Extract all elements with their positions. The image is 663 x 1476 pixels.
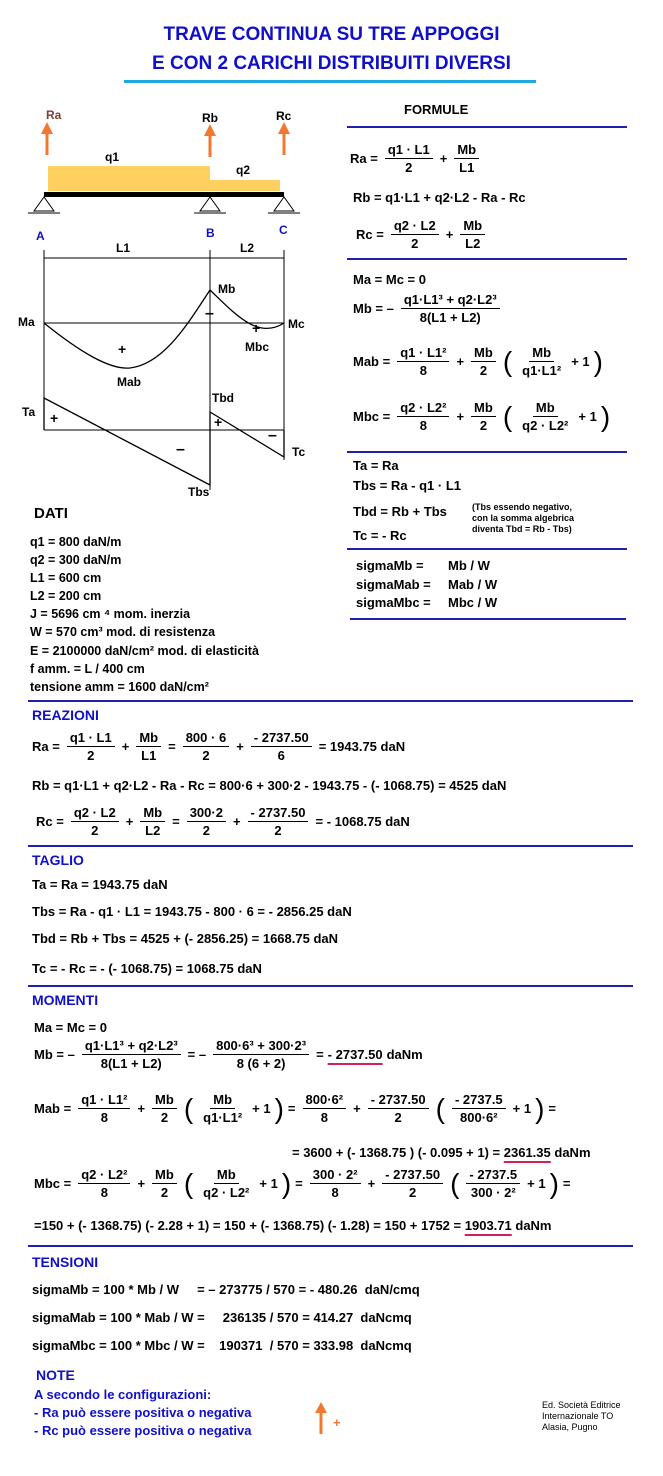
note-heading: NOTE xyxy=(36,1367,75,1383)
note-item: - Ra può essere positiva o negativa xyxy=(34,1405,252,1420)
reaction-arrows xyxy=(41,122,290,157)
divider xyxy=(350,618,626,620)
publisher-line: Alasia, Pugno xyxy=(542,1422,598,1432)
momenti-mbc-result: =150 + (- 1368.75) (- 2.28 + 1) = 150 + (- 1368.75) (- 1.28) = 150 + 1752 = 1903.71 daNm xyxy=(34,1218,552,1233)
formula-ra: Ra = $\frac{q1 \cdot L1}{2}$ + $\frac{Mb}{L1}$ xyxy=(350,142,482,175)
tc-label: Tc xyxy=(292,445,306,459)
formula-mamc: Ma = Mc = 0 xyxy=(353,272,426,287)
note-plus-sign: + xyxy=(333,1415,341,1430)
note-item: A secondo le configurazioni: xyxy=(34,1387,212,1402)
formula-mab: Mab = $\frac{\text{q1 · L1²}}{8}$ + $\frac{Mb}{2}$ ( $\frac{Mb}{\text{q1·L1²}}$ + 1 ) xyxy=(353,345,603,378)
reazioni-heading: REAZIONI xyxy=(32,707,99,723)
sigma-mab-lhs: sigmaMab = xyxy=(356,577,431,592)
tensioni-heading: TENSIONI xyxy=(32,1254,99,1270)
formula-tc: Tc = - Rc xyxy=(353,528,407,543)
momenti-mab: Mab = $\frac{\text{q1 · L1²}}{8}$ + $\frac{Mb}{2}$ ( $\frac{Mb}{\text{q1·L1²}}$ + 1 ) = $\frac{\text{800·6²}}{8}$ + $\frac{- 2737.50}{2}$ ( $\frac{- 2737.5}{\text{800·6²}}$ + 1 ) = xyxy=(34,1092,557,1125)
reazioni-ra: Ra = $\frac{q1 \cdot L1}{2}$ + $\frac{Mb}{L1}$ = $\frac{800 \cdot 6}{2}$ + $\frac{- 2737.50}{6}$ = 1943.75 daN xyxy=(32,730,406,763)
rb-label: Rb xyxy=(202,111,218,125)
sigma-mbc-rhs: Mbc / W xyxy=(448,595,498,610)
dati-item: W = 570 cm³ mod. di resistenza xyxy=(30,625,216,640)
supports xyxy=(28,197,300,213)
sigma-mb-rhs: Mb / W xyxy=(448,558,490,573)
publisher-credit xyxy=(542,1400,621,1433)
formula-mb: Mb = – $\frac{\text{q1·L1³ + q2·L2³}}{8(L1 + L2)}$ xyxy=(353,292,503,325)
divider xyxy=(28,985,633,987)
dati-item: f amm. = L / 400 cm xyxy=(30,661,145,676)
dati-item: tensione amm = 1600 daN/cm² xyxy=(30,679,209,694)
reazioni-rb: Rb = q1·L1 + q2·L2 - Ra - Rc = 800·6 + 300·2 - 1943.75 - (- 1068.75) = 4525 daN xyxy=(32,778,507,793)
shear-minus-1: – xyxy=(176,441,185,458)
support-c-label: C xyxy=(279,223,288,237)
divider xyxy=(347,258,627,260)
dati-item: L2 = 200 cm xyxy=(30,589,102,604)
taglio-line: Tbs = Ra - q1 · L1 = 1943.75 - 800 · 6 = - 2856.25 daN xyxy=(32,904,352,919)
moment-minus: – xyxy=(205,305,214,322)
dati-item: q1 = 800 daN/m xyxy=(30,535,122,549)
sigma-mb-lhs: sigmaMb = xyxy=(356,558,424,573)
tbd-label: Tbd xyxy=(212,391,234,405)
ra-label: Ra xyxy=(46,108,62,122)
dati-item: L1 = 600 cm xyxy=(30,571,102,586)
formula-tbd: Tbd = Rb + Tbs xyxy=(353,504,447,519)
q2-label: q2 xyxy=(236,163,251,177)
moment-plus-2: + xyxy=(252,320,261,336)
beam-diagram xyxy=(0,100,330,500)
shear-minus-2: – xyxy=(268,427,277,444)
dati-item: q2 = 300 daN/m xyxy=(30,553,122,568)
taglio-line: Ta = Ra = 1943.75 daN xyxy=(32,877,168,892)
shear-line xyxy=(44,398,284,485)
support-b-label: B xyxy=(206,226,215,240)
divider xyxy=(347,548,627,550)
ta-label: Ta xyxy=(22,405,36,419)
dati-heading: DATI xyxy=(34,505,68,522)
l1-label: L1 xyxy=(116,241,131,255)
title-line-1: TRAVE CONTINUA SU TRE APPOGGI xyxy=(163,24,500,45)
formula-rb: Rb = q1·L1 + q2·L2 - Ra - Rc xyxy=(353,190,526,205)
moment-plus-1: + xyxy=(118,341,127,357)
shear-plus-2: + xyxy=(214,414,223,430)
formule-heading: FORMULE xyxy=(404,102,469,117)
rc-label: Rc xyxy=(276,109,292,123)
formula-tbd-note: (Tbs essendo negativo, con la somma algebrica diventa Tbd = Rb - Tbs) xyxy=(472,502,575,534)
ma-label: Ma xyxy=(18,315,35,329)
formula-tbs: Tbs = Ra - q1 · L1 xyxy=(353,478,461,493)
tensioni-line: sigmaMbc = 100 * Mbc / W = 190371 / 570 = 333.98 daNcmq xyxy=(32,1338,412,1353)
publisher-line: Ed. Società Editrice xyxy=(542,1400,621,1410)
tensioni-line: sigmaMab = 100 * Mab / W = 236135 / 570 = 414.27 daNcmq xyxy=(32,1310,412,1325)
dati-item: J = 5696 cm ⁴ mom. inerzia xyxy=(30,607,191,622)
publisher-line: Internazionale TO xyxy=(542,1411,614,1421)
note-list xyxy=(34,1386,251,1440)
moment-curve xyxy=(44,290,284,368)
sigma-mab-rhs: Mab / W xyxy=(448,577,498,592)
load-q2 xyxy=(210,180,280,191)
q1-label: q1 xyxy=(105,150,120,164)
load-q1 xyxy=(48,166,210,191)
momenti-mamc: Ma = Mc = 0 xyxy=(34,1020,107,1035)
formula-mbc: Mbc = $\frac{\text{q2 · L2²}}{8}$ + $\frac{Mb}{2}$ ( $\frac{Mb}{\text{q2 · L2²}}$ + 1 ) xyxy=(353,400,611,433)
mab-label: Mab xyxy=(117,375,141,389)
mb-label: Mb xyxy=(218,282,236,296)
taglio-line: Tc = - Rc = - (- 1068.75) = 1068.75 daN xyxy=(32,961,262,976)
tbs-label: Tbs xyxy=(188,485,210,499)
taglio-line: Tbd = Rb + Tbs = 4525 + (- 2856.25) = 1668.75 daN xyxy=(32,931,339,946)
dati-item: E = 2100000 daN/cm² mod. di elasticità xyxy=(30,643,259,658)
divider xyxy=(28,700,633,702)
momenti-mbc: Mbc = $\frac{\text{q2 · L2²}}{8}$ + $\frac{Mb}{2}$ ( $\frac{Mb}{\text{q2 · L2²}}$ + 1 ) = $\frac{\text{300 · 2²}}{8}$ + $\frac{- 2737.50}{2}$ ( $\frac{- 2737.5}{\text{300 · 2²}}$ + 1 ) = xyxy=(34,1167,571,1200)
divider xyxy=(28,1245,633,1247)
momenti-heading: MOMENTI xyxy=(32,992,99,1008)
support-a-label: A xyxy=(36,229,45,243)
formula-rc: Rc = $\frac{q2 \cdot L2}{2}$ + $\frac{Mb}{L2}$ xyxy=(356,218,488,251)
l2-label: L2 xyxy=(240,241,255,255)
sigma-mbc-lhs: sigmaMbc = xyxy=(356,595,431,610)
divider xyxy=(347,451,627,453)
tensioni-line: sigmaMb = 100 * Mb / W = – 273775 / 570 = - 480.26 daN/cmq xyxy=(32,1282,420,1297)
divider xyxy=(347,126,627,128)
beam xyxy=(44,192,284,197)
taglio-heading: TAGLIO xyxy=(32,852,84,868)
title-underline xyxy=(124,80,536,83)
divider xyxy=(28,845,633,847)
note-item: - Rc può essere positiva o negativa xyxy=(34,1423,252,1438)
dati-list xyxy=(30,533,259,696)
title-line-2: E CON 2 CARICHI DISTRIBUITI DIVERSI xyxy=(152,53,511,74)
mbc-label: Mbc xyxy=(245,340,269,354)
formula-ta: Ta = Ra xyxy=(353,458,399,473)
reazioni-rc: Rc = $\frac{q2 \cdot L2}{2}$ + $\frac{Mb}{L2}$ = $\frac{300\cdot 2}{2}$ + $\frac{- 2737.50}{2}$ = - 1068.75 daN xyxy=(36,805,410,838)
shear-plus-1: + xyxy=(50,410,59,426)
momenti-mab-result: = 3600 + (- 1368.75 ) (- 0.095 + 1) = 2361.35 daNm xyxy=(292,1145,591,1160)
mc-label: Mc xyxy=(288,317,305,331)
momenti-mb: Mb = – $\frac{\text{q1·L1³ + q2·L2³}}{8(L1 + L2)}$ = – $\frac{\text{800·6³ + 300·2³}}{8 (6 + 2)}$ = - 2737.50 daNm xyxy=(34,1038,423,1071)
